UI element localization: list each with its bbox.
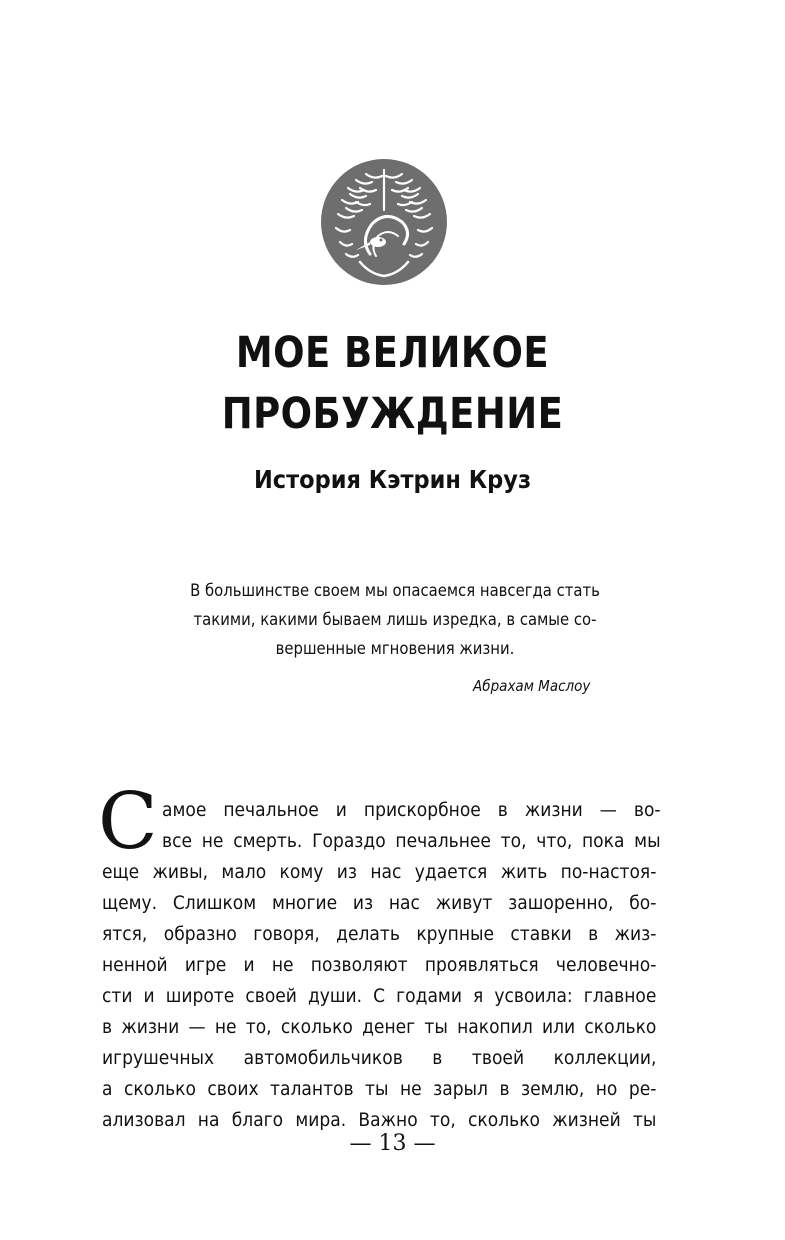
body-line: еще живы, мало кому из нас удается жить по-настоя- <box>102 861 657 883</box>
body-line: в жизни — не то, сколько денег ты накопил или сколько <box>102 1016 657 1038</box>
chapter-subtitle: История Кэтрин Круз <box>253 465 532 494</box>
body-line: а сколько своих талантов ты не зарыл в землю, но ре- <box>102 1078 657 1100</box>
body-line: все не смерть. Гораздо печальнее то, что, пока мы <box>162 830 661 852</box>
drop-cap: С <box>98 777 158 867</box>
body-line: ятся, образно говоря, делать крупные ставки в жиз- <box>102 923 657 945</box>
crane-crest-icon <box>320 158 448 286</box>
chapter-title-line-1: МОЕ ВЕЛИКОЕ <box>235 328 550 378</box>
body-line: амое печальное и прискорбное в жизни — во- <box>162 799 661 821</box>
page-number: — 13 — <box>349 1131 436 1156</box>
body-text <box>102 795 662 1136</box>
epigraph-line: В большинстве своем мы опасаемся навсегда стать <box>190 581 600 600</box>
body-line: ненной игре и не позволяют проявляться человечно- <box>102 954 657 976</box>
body-line: ализовал на благо мира. Важно то, сколько жизней ты <box>102 1109 657 1131</box>
epigraph-line: такими, какими бываем лишь изредка, в самые со- <box>193 610 597 629</box>
chapter-title-line-2: ПРОБУЖДЕНИЕ <box>221 389 564 439</box>
epigraph-line: вершенные мгновения жизни. <box>275 639 515 658</box>
body-line: игрушечных автомобильчиков в твоей коллекции, <box>102 1047 657 1069</box>
epigraph-author: Абрахам Маслоу <box>472 677 590 695</box>
body-line: щему. Слишком многие из нас живут зашоренно, бо- <box>102 892 657 914</box>
body-line: сти и широте своей души. С годами я усвоила: главное <box>102 985 657 1007</box>
